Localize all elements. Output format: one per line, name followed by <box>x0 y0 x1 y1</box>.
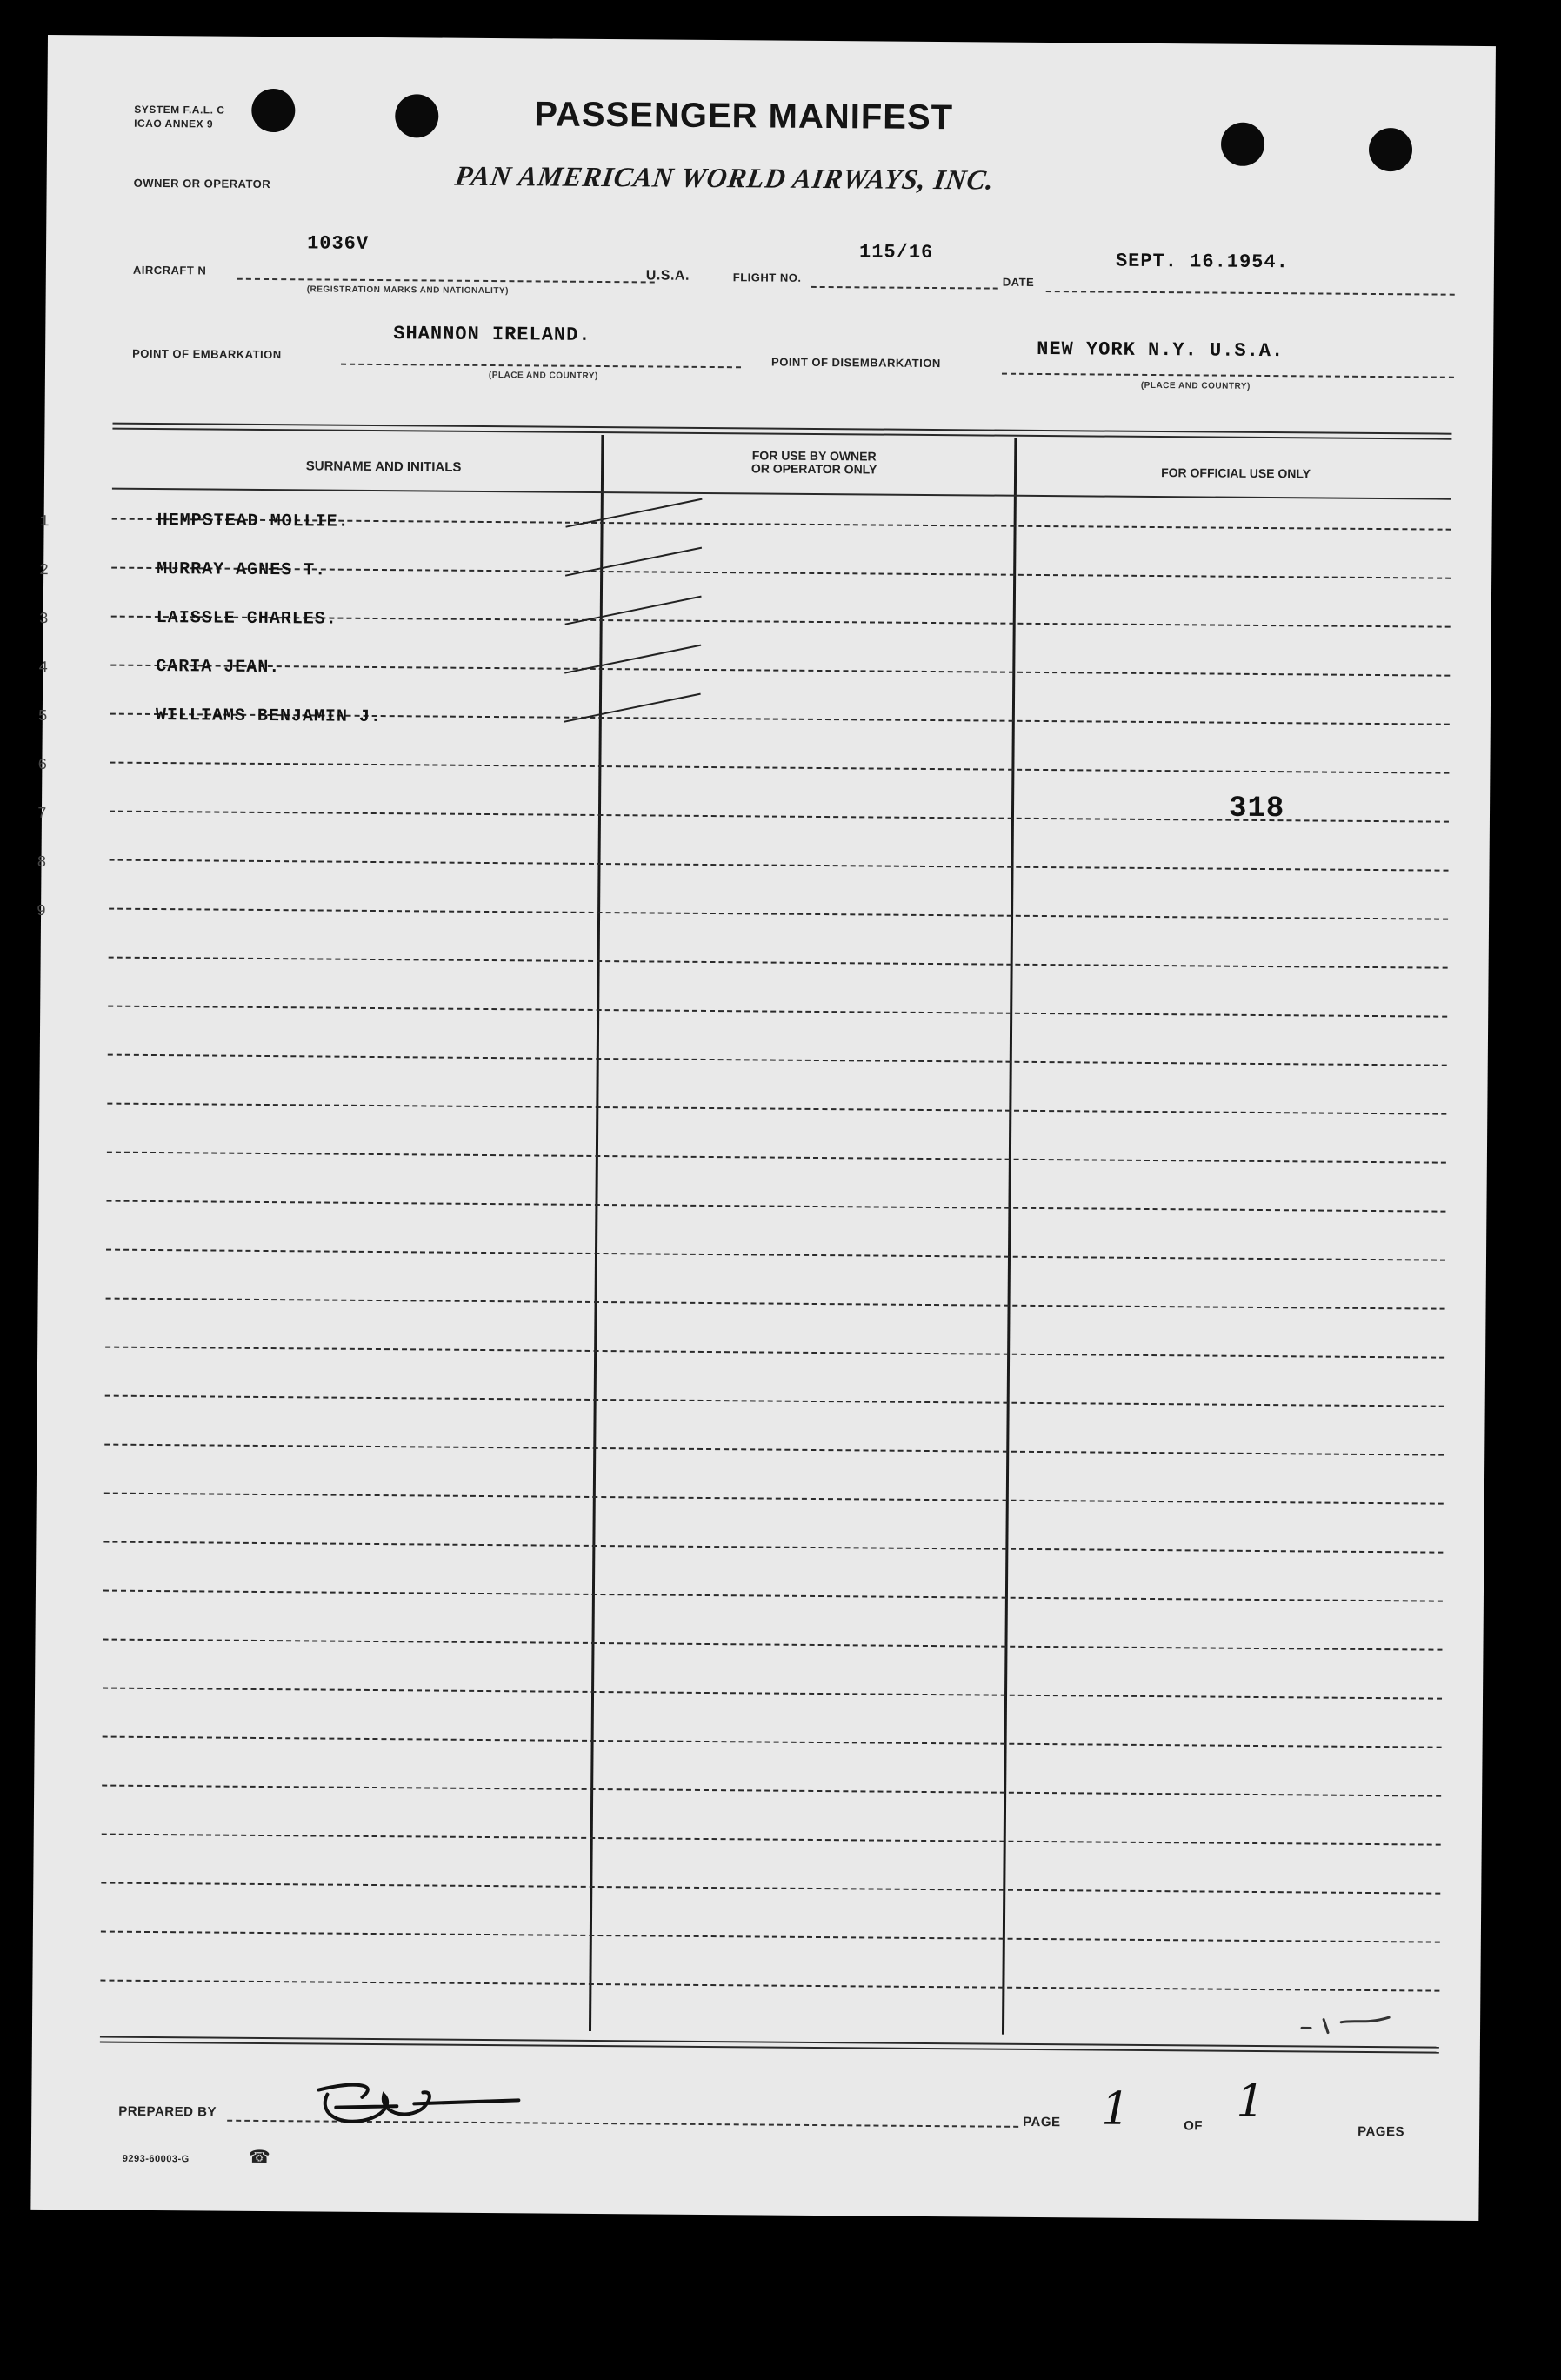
page-label: PAGE <box>1023 2114 1061 2130</box>
row-number: 7 <box>37 805 47 824</box>
row-rule <box>108 1054 1447 1066</box>
row-rule <box>104 1444 1444 1456</box>
row-number: 4 <box>38 659 49 678</box>
owner-label: OWNER OR OPERATOR <box>133 176 271 191</box>
aircraft-underline <box>237 278 655 284</box>
table-row <box>39 505 1435 551</box>
column-header-official: FOR OFFICIAL USE ONLY <box>1161 465 1311 481</box>
row-rule <box>106 1200 1445 1213</box>
column-header-owner <box>610 448 1018 478</box>
form-icao-annex: ICAO ANNEX 9 <box>134 117 214 130</box>
flight-label: FLIGHT NO. <box>732 271 802 284</box>
passenger-name: CARIA JEAN. <box>156 656 281 679</box>
table-row <box>37 699 1434 745</box>
page-title: PASSENGER MANIFEST <box>534 95 954 137</box>
row-rule <box>110 859 1449 872</box>
row-rule <box>102 1834 1441 1846</box>
embarkation-caption: (PLACE AND COUNTRY) <box>488 370 598 381</box>
row-rule <box>103 1639 1443 1651</box>
row-rule <box>108 1006 1447 1018</box>
total-pages: 1 <box>1236 2075 1265 2129</box>
embarkation-label: POINT OF EMBARKATION <box>132 346 282 362</box>
row-rule <box>103 1736 1442 1748</box>
row-rule <box>103 1688 1442 1700</box>
initials-mark-icon <box>1293 2006 1398 2042</box>
form-number: 9293-60003-G <box>122 2153 190 2165</box>
table-row <box>38 602 1435 648</box>
row-number: 1 <box>39 512 50 531</box>
date-underline <box>1046 291 1455 296</box>
row-rule <box>101 1931 1440 1943</box>
passenger-name: HEMPSTEAD MOLLIE. <box>157 511 350 532</box>
row-rule <box>106 1298 1445 1310</box>
disembarkation-caption: (PLACE AND COUNTRY) <box>1140 380 1251 391</box>
row-rule <box>106 1249 1445 1261</box>
punch-hole-icon <box>395 94 438 137</box>
row-number: 3 <box>38 610 49 629</box>
pages-label: PAGES <box>1358 2123 1405 2140</box>
header-rule <box>112 488 1451 500</box>
signature-icon <box>301 2072 528 2135</box>
table-row <box>38 651 1434 697</box>
table-top-rule <box>112 428 1451 440</box>
column-header-owner-line1: FOR USE BY OWNER <box>751 448 877 464</box>
flight-date: SEPT. 16.1954. <box>1115 250 1289 274</box>
column-header-owner-line2: OR OPERATOR ONLY <box>750 461 877 477</box>
row-rule <box>100 1980 1439 1992</box>
row-rules <box>48 35 1496 46</box>
official-number: 318 <box>1228 792 1285 826</box>
registration-caption: (REGISTRATION MARKS AND NATIONALITY) <box>306 284 509 297</box>
usa-label: U.S.A. <box>645 268 690 284</box>
check-mark-icon <box>564 645 701 674</box>
punch-hole-icon <box>1221 123 1264 166</box>
row-rule <box>102 1785 1441 1797</box>
row-rule <box>110 762 1449 774</box>
table-bottom-rule <box>100 2042 1439 2054</box>
passenger-name: MURRAY AGNES T. <box>157 559 327 581</box>
of-label: OF <box>1184 2118 1204 2134</box>
disembarkation-place: NEW YORK N.Y. U.S.A. <box>1037 338 1284 363</box>
table-row <box>39 553 1435 599</box>
row-number: 2 <box>39 561 50 580</box>
flight-underline <box>811 286 998 290</box>
company-name: PAN AMERICAN WORLD AIRWAYS, INC. <box>453 159 997 196</box>
check-mark-icon <box>565 547 702 577</box>
form-system-code: SYSTEM F.A.L. C <box>134 103 225 117</box>
row-number: 9 <box>37 902 46 921</box>
row-number: 5 <box>37 707 48 726</box>
page-number: 1 <box>1101 2082 1131 2136</box>
row-rule <box>109 908 1448 920</box>
check-mark-icon <box>564 596 701 625</box>
row-rule <box>107 1152 1446 1164</box>
row-rule <box>103 1541 1443 1554</box>
row-rule <box>104 1493 1444 1505</box>
punch-hole-icon <box>1369 128 1412 171</box>
embarkation-underline <box>341 364 741 369</box>
row-number: 6 <box>37 756 48 775</box>
date-label: DATE <box>1002 275 1035 289</box>
row-rule <box>109 957 1448 969</box>
row-rule <box>101 1882 1440 1895</box>
punch-hole-icon <box>251 89 295 132</box>
prepared-by-label: PREPARED BY <box>118 2103 217 2120</box>
row-rule <box>103 1590 1443 1602</box>
row-rule <box>105 1395 1444 1407</box>
row-rule <box>105 1347 1444 1359</box>
printer-mark-icon: ☎ <box>248 2147 270 2168</box>
aircraft-number: 1036V <box>307 232 370 255</box>
aircraft-label: AIRCRAFT N <box>132 263 207 277</box>
column-header-surname: SURNAME AND INITIALS <box>305 458 462 475</box>
disembarkation-underline <box>1002 373 1454 378</box>
passenger-name: LAISSLE CHARLES. <box>156 608 337 630</box>
row-number: 8 <box>37 853 47 872</box>
embarkation-place: SHANNON IRELAND. <box>393 323 591 346</box>
passenger-name: WILLIAMS BENJAMIN J. <box>155 705 382 728</box>
check-mark-icon <box>565 498 702 528</box>
row-rule <box>107 1103 1446 1115</box>
manifest-sheet <box>30 35 1496 2221</box>
check-mark-icon <box>564 693 701 723</box>
disembarkation-label: POINT OF DISEMBARKATION <box>771 355 941 371</box>
flight-number: 115/16 <box>858 241 934 264</box>
